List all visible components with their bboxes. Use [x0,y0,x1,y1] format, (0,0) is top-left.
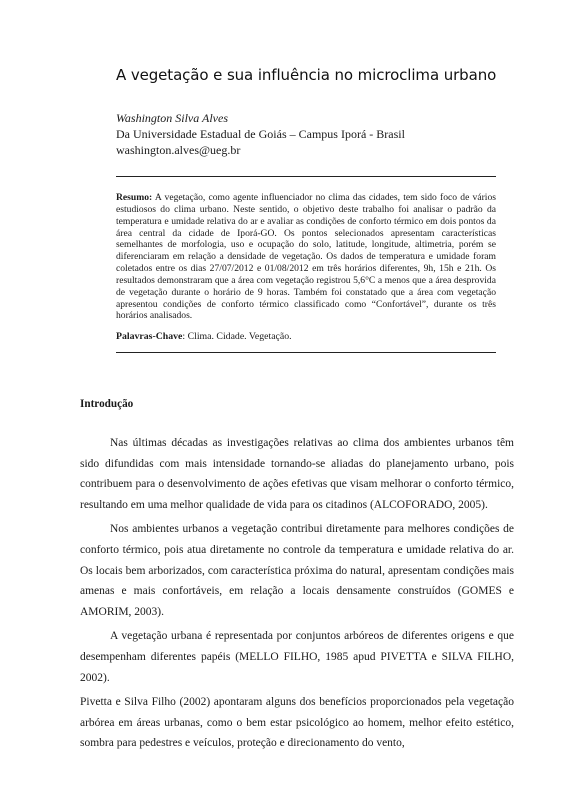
body-paragraph: Nas últimas décadas as investigações relativas ao clima dos ambientes urbanos têm sido difundidas com mais intensidade tornando-se aliadas do planejamento urbano, pois contribuem para o desenvolvimento de ações efetivas que visam melhorar o conforto térmico, resultando em uma melhor qualidade de vida para os citadinos (ALCOFORADO, 2005). [80,437,514,511]
top-divider [116,176,496,177]
author-affiliation: Da Universidade Estadual de Goiás – Campus Iporá - Brasil [116,127,405,141]
section-heading-introduction: Introdução [80,398,134,410]
body-paragraph: Pivetta e Silva Filho (2002) apontaram alguns dos benefícios proporcionados pela vegetação arbórea em áreas urbanas, como o bem estar psicológico ao homem, melhor efeito estético, sombra para pedestres e veículos, proteção e direcionamento do vento, [80,696,514,750]
abstract-text: A vegetação, como agente influenciador no clima das cidades, tem sido foco de vários estudiosos do clima urbano. Neste sentido, o objetivo deste trabalho foi analisar o padrão da temperatura e umidade relativa do ar e avaliar as condições de conforto térmico em dois pontos da área central da cidade de Iporá-GO. Os pontos selecionados apresentam características semelhantes de morfologia, uso e ocupação do solo, latitude, longitude, altimetria, porém se diferenciaram em relação a densidade de vegetação. Os dados de temperatura e umidade foram coletados entre os dias 27/07/2012 e 01/08/2012 em três horários diferentes, 9h, 15h e 21h. Os resultados demonstraram que a área com vegetação registrou 5,6°C a menos que a área desprovida de vegetação durante o horário de 9 horas. Também foi constatado que a área com vegetação apresentou condições de conforto térmico classificado como “Confortável”, durante os três horários analisados. [116,192,496,322]
abstract [116,192,496,322]
paper-title: A vegetação e sua influência no microclima urbano [116,66,497,84]
author-name: Washington Silva Alves [116,111,228,125]
author-block [116,110,506,158]
keywords-text: : Clima. Cidade. Vegetação. [182,331,292,342]
bottom-divider [116,352,496,353]
keywords [116,331,496,342]
abstract-label: Resumo: [116,192,153,203]
introduction-body [80,433,514,754]
keywords-label: Palavras-Chave [116,331,183,342]
author-email: washington.alves@ueg.br [116,143,241,157]
body-paragraph: Nos ambientes urbanos a vegetação contribui diretamente para melhores condições de conforto térmico, pois atua diretamente no controle da temperatura e umidade relativa do ar. Os locais bem arborizados, com característica próxima do natural, apresentam condições mais amenas e mais confortáveis, em relação a locais densamente construídos (GOMES e AMORIM, 2003). [80,523,514,618]
body-paragraph: A vegetação urbana é representada por conjuntos arbóreos de diferentes origens e que desempenham diferentes papéis (MELLO FILHO, 1985 apud PIVETTA e SILVA FILHO, 2002). [80,630,514,684]
